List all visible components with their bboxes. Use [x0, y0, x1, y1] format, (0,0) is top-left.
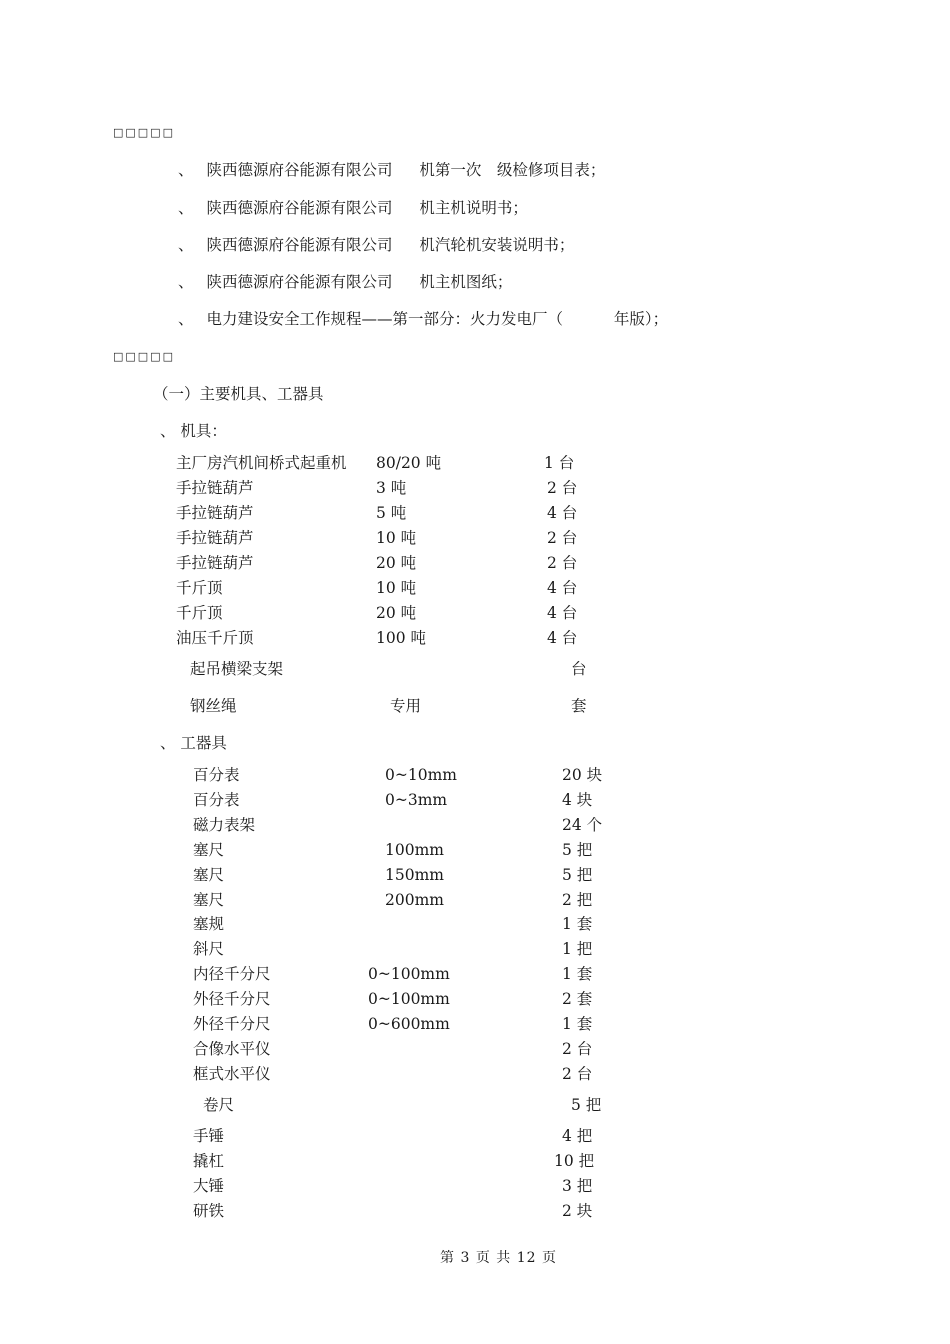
footer-mid: 页 共: [475, 1250, 512, 1266]
machine-name: 千斤顶: [176, 604, 223, 622]
tool-qty: 4 把: [562, 1127, 593, 1145]
basis-org: 陕西德源府谷能源有限公司: [206, 236, 393, 254]
tool-spec: 200mm: [385, 891, 444, 909]
machine-spec: 5 吨: [376, 504, 407, 522]
tool-qty: 1 套: [562, 915, 593, 933]
machine-spec: 3 吨: [376, 479, 407, 497]
tool-spec: 0~600mm: [368, 1015, 450, 1033]
tool-qty: 2 台: [562, 1040, 593, 1058]
machine-qty: 套: [571, 697, 587, 715]
tool-qty: 24 个: [562, 816, 603, 834]
tools-heading: 、 工器具: [160, 734, 227, 752]
basis-item: [178, 272, 512, 292]
tool-name: 塞尺: [193, 866, 225, 884]
tool-name: 斜尺: [193, 940, 225, 958]
tool-spec: 0~10mm: [385, 766, 457, 784]
machine-qty: 4 台: [547, 579, 578, 597]
footer-total-pages: 12: [516, 1250, 537, 1266]
basis-rest: 机主机图纸；: [419, 273, 513, 291]
tool-name: 塞规: [193, 915, 225, 933]
bullet: 、: [178, 273, 194, 291]
tool-name: 大锤: [193, 1177, 225, 1195]
bullet: 、: [178, 236, 194, 254]
page-footer: [440, 1248, 557, 1268]
tool-qty: 5 把: [562, 866, 593, 884]
machine-qty: 2 台: [547, 529, 578, 547]
machine-spec: 专用: [390, 697, 422, 715]
machine-qty: 台: [571, 660, 587, 678]
basis-rest: 机汽轮机安装说明书；: [419, 236, 575, 254]
machines-heading: 、 机具：: [160, 422, 227, 440]
basis-item: [178, 309, 668, 329]
tool-spec: 100mm: [385, 841, 444, 859]
tool-name: 框式水平仪: [193, 1065, 271, 1083]
tool-qty: 5 把: [571, 1096, 602, 1114]
basis-org: 陕西德源府谷能源有限公司: [206, 199, 393, 217]
tool-name: 磁力表架: [193, 816, 256, 834]
tool-spec: 0~100mm: [368, 965, 450, 983]
tool-name: 塞尺: [193, 891, 225, 909]
tool-qty: 4 块: [562, 791, 593, 809]
basis-rest: 年版）；: [613, 310, 669, 328]
basis-org: 陕西德源府谷能源有限公司: [206, 161, 393, 179]
tool-qty: 2 把: [562, 891, 593, 909]
machine-qty: 4 台: [547, 629, 578, 647]
machine-qty: 1 台: [544, 454, 575, 472]
footer-prefix: 第: [440, 1250, 455, 1266]
machine-name: 手拉链葫芦: [176, 479, 254, 497]
basis-org: 陕西德源府谷能源有限公司: [206, 273, 393, 291]
tool-qty: 2 台: [562, 1065, 593, 1083]
footer-page-number: 3: [460, 1250, 471, 1266]
bullet: 、: [178, 310, 194, 328]
tool-name: 内径千分尺: [193, 965, 271, 983]
subsection-title: （一）主要机具、工器具: [153, 385, 324, 403]
tool-qty: 3 把: [562, 1177, 593, 1195]
tool-qty: 10 把: [554, 1152, 595, 1170]
basis-rest: 机第一次 级检修项目表；: [419, 161, 606, 179]
tool-qty: 2 套: [562, 990, 593, 1008]
tool-qty: 1 套: [562, 1015, 593, 1033]
machine-name: 千斤顶: [176, 579, 223, 597]
machine-qty: 4 台: [547, 604, 578, 622]
footer-suffix: 页: [542, 1250, 558, 1266]
tool-qty: 2 块: [562, 1202, 593, 1220]
basis-item: [178, 160, 605, 180]
tool-qty: 20 块: [562, 766, 603, 784]
basis-rest: 机主机说明书；: [419, 199, 528, 217]
basis-org: 电力建设安全工作规程——第一部分：火力发电厂（: [206, 310, 563, 328]
machine-name: 手拉链葫芦: [176, 554, 254, 572]
tool-name: 塞尺: [193, 841, 225, 859]
tool-spec: 150mm: [385, 866, 444, 884]
machine-name: 手拉链葫芦: [176, 529, 254, 547]
machine-qty: 2 台: [547, 554, 578, 572]
basis-item: [178, 198, 528, 218]
tool-name: 外径千分尺: [193, 990, 271, 1008]
machine-name: 起吊横梁支架: [190, 660, 284, 678]
machine-qty: 4 台: [547, 504, 578, 522]
tool-name: 百分表: [193, 766, 240, 784]
tool-name: 合像水平仪: [193, 1040, 271, 1058]
section-basis-heading: □□□□□: [113, 126, 175, 139]
tool-name: 外径千分尺: [193, 1015, 271, 1033]
basis-item: [178, 235, 574, 255]
tool-name: 研铁: [193, 1202, 225, 1220]
tool-qty: 1 把: [562, 940, 593, 958]
machine-name: 钢丝绳: [190, 697, 237, 715]
tool-name: 手锤: [193, 1127, 225, 1145]
tool-qty: 1 套: [562, 965, 593, 983]
tool-name: 卷尺: [203, 1096, 235, 1114]
section-tools-heading: □□□□□: [113, 350, 175, 363]
tool-spec: 0~100mm: [368, 990, 450, 1008]
tool-spec: 0~3mm: [385, 791, 448, 809]
machine-spec: 10 吨: [376, 529, 417, 547]
machine-spec: 10 吨: [376, 579, 417, 597]
tool-name: 撬杠: [193, 1152, 225, 1170]
machine-spec: 20 吨: [376, 604, 417, 622]
bullet: 、: [178, 161, 194, 179]
machine-spec: 20 吨: [376, 554, 417, 572]
machine-name: 主厂房汽机间桥式起重机: [176, 454, 347, 472]
machine-name: 手拉链葫芦: [176, 504, 254, 522]
machine-spec: 100 吨: [376, 629, 427, 647]
machine-spec: 80/20 吨: [376, 454, 442, 472]
tool-qty: 5 把: [562, 841, 593, 859]
machine-name: 油压千斤顶: [176, 629, 254, 647]
tool-name: 百分表: [193, 791, 240, 809]
machine-qty: 2 台: [547, 479, 578, 497]
bullet: 、: [178, 199, 194, 217]
